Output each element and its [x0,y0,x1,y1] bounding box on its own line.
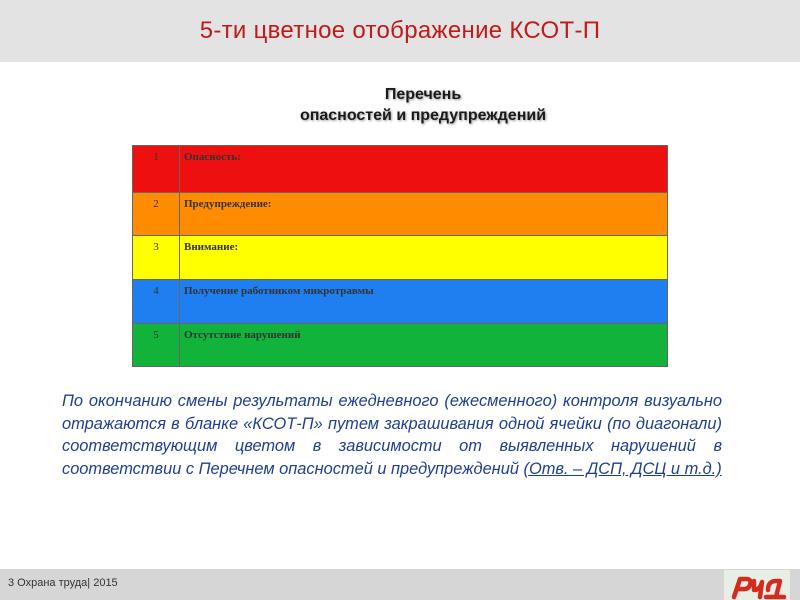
subtitle-line-2: опасностей и предупреждений [299,107,547,124]
row-label: Опасность: [180,146,668,193]
table-row [133,324,668,367]
row-label: Предупреждение: [180,193,668,236]
row-label: Внимание: [180,236,668,280]
row-label: Получение работником микротравмы [180,280,668,324]
footer-text: 3 Охрана труда| 2015 [8,577,118,589]
subtitle-line-1: Перечень [384,86,462,103]
row-label: Отсутствие нарушений [180,324,668,367]
hazard-table [132,145,668,367]
rzd-logo [724,570,790,600]
responsible-reference: (Отв. – ДСП, ДСЦ и т.д.) [523,459,722,478]
table-row [133,193,668,236]
row-number: 2 [133,193,180,236]
table-row [133,236,668,280]
body-text: По окончанию смены результаты ежедневного (ежесменного) контроля визуально отражаются в бланке «КСОТ-П» путем закрашивания одной ячейки (по диагонали) соответствующим цветом в зависимости от выявленных нарушений в соответствии с Перечнем опасностей и предупреждений [62,392,722,478]
row-number: 5 [133,324,180,367]
body-paragraph [62,390,722,480]
row-number: 4 [133,280,180,324]
slide-title: 5-ти цветное отображение КСОТ-П [199,17,601,44]
row-number: 1 [133,146,180,193]
table-row [133,280,668,324]
footer-bar [0,569,800,600]
row-number: 3 [133,236,180,280]
subtitle [0,84,800,126]
table-row [133,146,668,193]
title-bar [0,0,800,62]
